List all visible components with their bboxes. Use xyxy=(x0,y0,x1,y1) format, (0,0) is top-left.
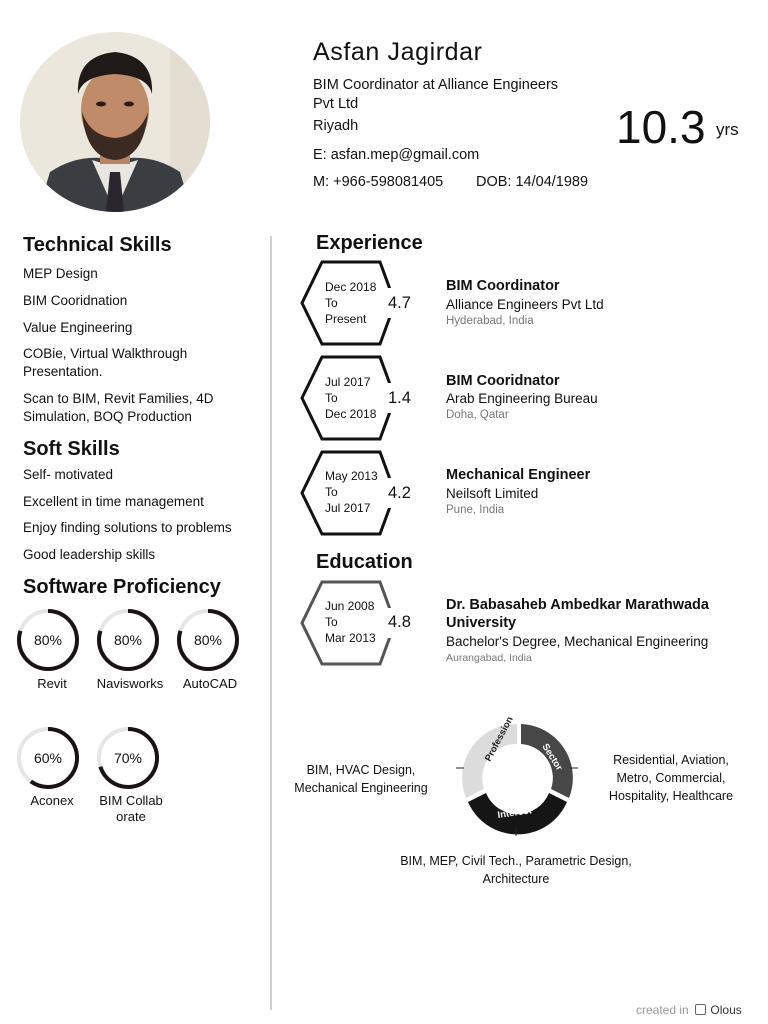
date-to: Present xyxy=(325,312,367,326)
mobile: M: +966-598081405 xyxy=(313,174,444,190)
edu-dates xyxy=(325,598,376,646)
job-location: Doha, Qatar xyxy=(446,409,509,421)
location: Riyadh xyxy=(313,118,359,134)
soft-skill-item: Excellent in time management xyxy=(23,494,204,509)
exp-dates xyxy=(325,279,376,327)
profession-text-line: BIM, HVAC Design, xyxy=(306,763,416,777)
exp-dates xyxy=(325,374,376,422)
software-name: Revit xyxy=(37,676,67,691)
gauge-percent: 80% xyxy=(113,632,143,648)
exp-duration: 1.4 xyxy=(388,389,411,407)
job-title-line-1: BIM Coordinator at Alliance Engineers xyxy=(313,77,559,93)
email: E: asfan.mep@gmail.com xyxy=(313,147,480,163)
experience-title: Experience xyxy=(316,232,423,254)
profile-photo xyxy=(20,32,210,212)
date-to-word: To xyxy=(325,296,338,310)
degree: Bachelor's Degree, Mechanical Engineering xyxy=(446,634,709,649)
brand-logo-icon xyxy=(695,1004,706,1015)
profession-text xyxy=(286,761,436,797)
exp-duration: 4.2 xyxy=(388,484,411,502)
date-from: Dec 2018 xyxy=(325,280,377,294)
gauge-percent: 70% xyxy=(113,750,143,766)
gauge-percent: 60% xyxy=(33,750,63,766)
interest-text xyxy=(386,852,646,888)
date-to: Dec 2018 xyxy=(325,407,377,421)
sector-text-line: Hospitality, Healthcare xyxy=(608,789,734,803)
software-name: AutoCAD xyxy=(182,676,238,691)
skill-item: COBie, Virtual Walkthrough Presentation. xyxy=(23,346,188,379)
segment-label-interest: Interest xyxy=(496,805,533,821)
created-in-text: created in xyxy=(636,1003,689,1017)
date-to-word: To xyxy=(325,391,338,405)
gauge-bim-collaborate xyxy=(96,726,160,795)
job-role: Mechanical Engineer xyxy=(446,467,591,483)
donut-segment-sector xyxy=(521,724,573,798)
gauge-percent: 80% xyxy=(33,632,63,648)
date-to: Jul 2017 xyxy=(325,501,371,515)
soft-skills-title: Soft Skills xyxy=(23,438,120,460)
edu-duration: 4.8 xyxy=(388,613,411,631)
company: Arab Engineering Bureau xyxy=(446,391,598,406)
school-location: Aurangabad, India xyxy=(446,652,532,664)
exp-dates xyxy=(325,468,378,516)
gauge-autocad xyxy=(176,608,240,677)
interest-text-line: BIM, MEP, Civil Tech., Parametric Design, xyxy=(400,854,632,868)
job-location: Hyderabad, India xyxy=(446,315,534,327)
profession-text-line: Mechanical Engineering xyxy=(294,781,428,795)
footer-credit xyxy=(636,1003,742,1017)
date-from: May 2013 xyxy=(325,469,378,483)
date-to: Mar 2013 xyxy=(325,631,376,645)
company: Neilsoft Limited xyxy=(446,486,539,501)
skill-item: Scan to BIM, Revit Families, 4D Simulation, BOQ Production xyxy=(23,391,214,424)
exp-duration: 4.7 xyxy=(388,294,411,312)
date-to-word: To xyxy=(325,615,338,629)
school-name-line-2: University xyxy=(446,615,517,631)
sector-text xyxy=(598,751,744,805)
gauge-aconex xyxy=(16,726,80,795)
experience-years-value: 10.3 xyxy=(616,101,706,153)
software-title: Software Proficiency xyxy=(23,576,221,598)
gauge-navisworks xyxy=(96,608,160,677)
column-divider xyxy=(270,236,272,1010)
date-to-word: To xyxy=(325,485,338,499)
brand-name: Olous xyxy=(710,1003,742,1017)
segment-label-sector: Sector xyxy=(539,741,565,773)
date-from: Jun 2008 xyxy=(325,599,375,613)
sector-text-line: Metro, Commercial, xyxy=(616,771,726,785)
experience-years-unit: yrs xyxy=(716,120,739,139)
soft-skill-item: Good leadership skills xyxy=(23,547,156,562)
candidate-name: Asfan Jagirdar xyxy=(313,38,483,66)
technical-skills-title: Technical Skills xyxy=(23,234,172,256)
interest-donut xyxy=(440,712,590,842)
gauge-revit xyxy=(16,608,80,677)
date-from: Jul 2017 xyxy=(325,375,371,389)
skill-item: MEP Design xyxy=(23,266,98,281)
school-name-line-1: Dr. Babasaheb Ambedkar Marathwada xyxy=(446,597,709,613)
soft-skill-item: Self- motivated xyxy=(23,467,114,482)
date-of-birth: DOB: 14/04/1989 xyxy=(476,174,589,190)
skill-item: BIM Cooridnation xyxy=(23,293,128,308)
soft-skill-item: Enjoy finding solutions to problems xyxy=(23,520,232,535)
education-title: Education xyxy=(316,551,413,573)
skill-item: Value Engineering xyxy=(23,320,133,335)
software-name: Aconex xyxy=(30,793,74,808)
gauge-percent: 80% xyxy=(193,632,223,648)
job-location: Pune, India xyxy=(446,504,505,516)
interest-text-line: Architecture xyxy=(482,872,550,886)
software-name: BIM Collaborate xyxy=(99,793,163,824)
sector-text-line: Residential, Aviation, xyxy=(613,753,729,767)
segment-label-profession: Profession xyxy=(482,714,516,764)
software-name: Navisworks xyxy=(96,676,164,691)
job-role: BIM Coordinator xyxy=(446,278,560,294)
job-title-line-2: Pvt Ltd xyxy=(313,96,359,112)
job-role: BIM Cooridnator xyxy=(446,373,560,389)
company: Alliance Engineers Pvt Ltd xyxy=(446,297,604,312)
